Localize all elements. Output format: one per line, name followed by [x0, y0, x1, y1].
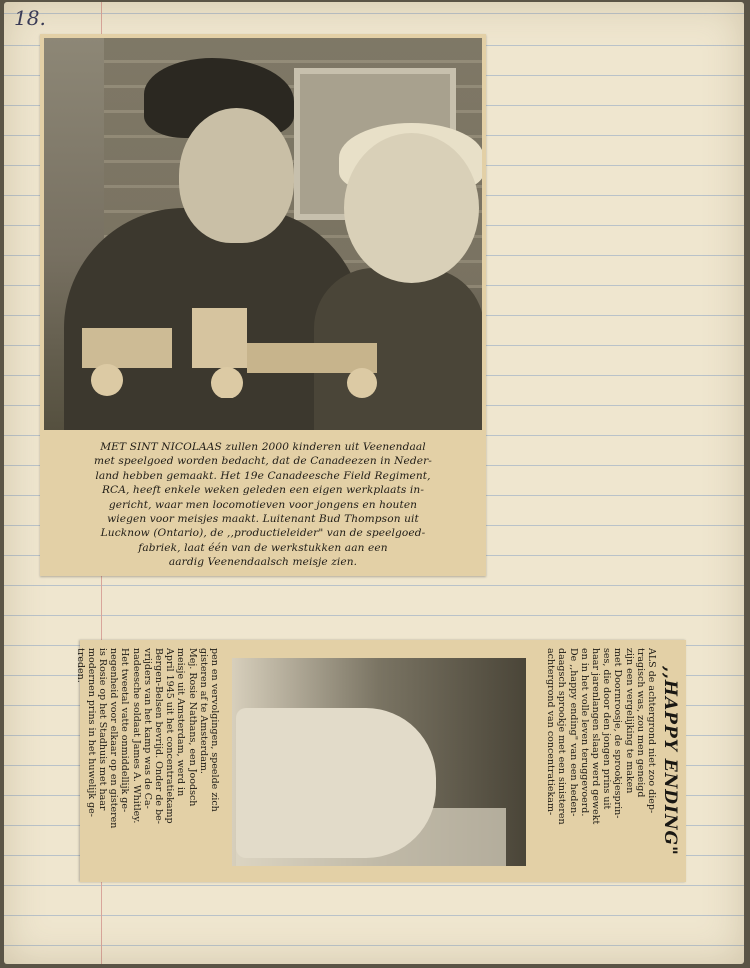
article-line: Mej. Rosie Nathans, een Joodsch	[186, 648, 198, 807]
newspaper-clipping-top	[40, 34, 486, 576]
caption-line: wiegen voor meisjes maakt. Luitenant Bud Thompson uit	[107, 513, 419, 526]
caption-line: met speelgoed worden bedacht, dat de Canadeezen in Neder-	[94, 455, 432, 468]
article-line: achtergrond van concentratiekam-	[545, 648, 557, 816]
article-line: ALS de achtergrond niet zoo diep-	[646, 648, 657, 814]
photo-soldier-with-child	[44, 38, 482, 430]
article-left-column	[534, 640, 686, 882]
article-line: gisteren af te Amsterdam.	[197, 648, 209, 774]
article-line: De ,,happy ending" van een heden-	[567, 648, 579, 817]
caption-line: aardig Veenendaalsch meisje zien.	[168, 556, 358, 569]
caption-line: fabriek, laat één van de werkstukken aan een	[138, 541, 388, 554]
article-right-column	[74, 640, 224, 882]
article-body-left	[545, 648, 657, 874]
article-line: April 1945 uit het concentratiekamp	[164, 648, 176, 824]
newspaper-clipping-bottom	[74, 640, 686, 882]
article-line: pen en vervolgingen, speelde zich	[209, 648, 220, 812]
newspaper-clipping-bottom-wrapper	[74, 640, 686, 882]
article-line: daagsch sprookje met een sinisteren	[556, 648, 568, 825]
toy-train-icon	[62, 308, 382, 398]
article-body-right	[74, 648, 220, 874]
article-line: treden.	[74, 648, 86, 683]
article-line: ses, die door den jongen prins uit	[601, 648, 613, 810]
article-title: ,,HAPPY ENDING"	[660, 666, 680, 856]
article-line: nadeesche soldaat James A. Whitley.	[130, 648, 142, 824]
page-number: 18.	[14, 6, 46, 30]
article-line: meisje uit Amsterdam, werd in	[175, 648, 187, 797]
article-line: Bergen-Belsen bevrijd. Onder de be-	[152, 648, 164, 824]
article-line: Het tweetal vatte onmiddellijk ge-	[119, 648, 131, 813]
caption-line: land hebben gemaakt. Het 19e Canadeesche Field Regiment,	[95, 469, 431, 482]
article-line: en in het volle leven teruggevoerd.	[578, 648, 590, 817]
article-line: haar jarenlangen slaap werd gewekt	[589, 648, 601, 825]
article-line: tragisch was, zou men geneigd	[634, 648, 646, 798]
caption-line: gericht, waar men locomotieven voor jongens en houten	[108, 498, 418, 511]
article-line: modernen prins in het huwelijk ge-	[85, 648, 97, 817]
caption-line: Lucknow (Ontario), de ,,productieleider" van de speelgoed-	[100, 527, 426, 540]
caption-line: RCA, heeft enkele weken geleden een eigen werkplaats in-	[101, 484, 425, 497]
article-line: met Doornroosje, de sprookjesprin-	[612, 648, 624, 819]
article-line: is Rosie op het Stadhuis met haar	[96, 648, 108, 811]
photo-bride-wedding	[232, 658, 526, 866]
caption-line: MET SINT NICOLAAS zullen 2000 kinderen uit Veenendaal	[100, 441, 426, 453]
article-line: vrijders van het kamp was de Ca-	[141, 648, 153, 809]
article-line: zijn een vergelijking te maken	[623, 648, 635, 794]
caption-top	[60, 440, 466, 570]
article-line: negenheid voor elkaar op en gisteren	[108, 648, 120, 829]
